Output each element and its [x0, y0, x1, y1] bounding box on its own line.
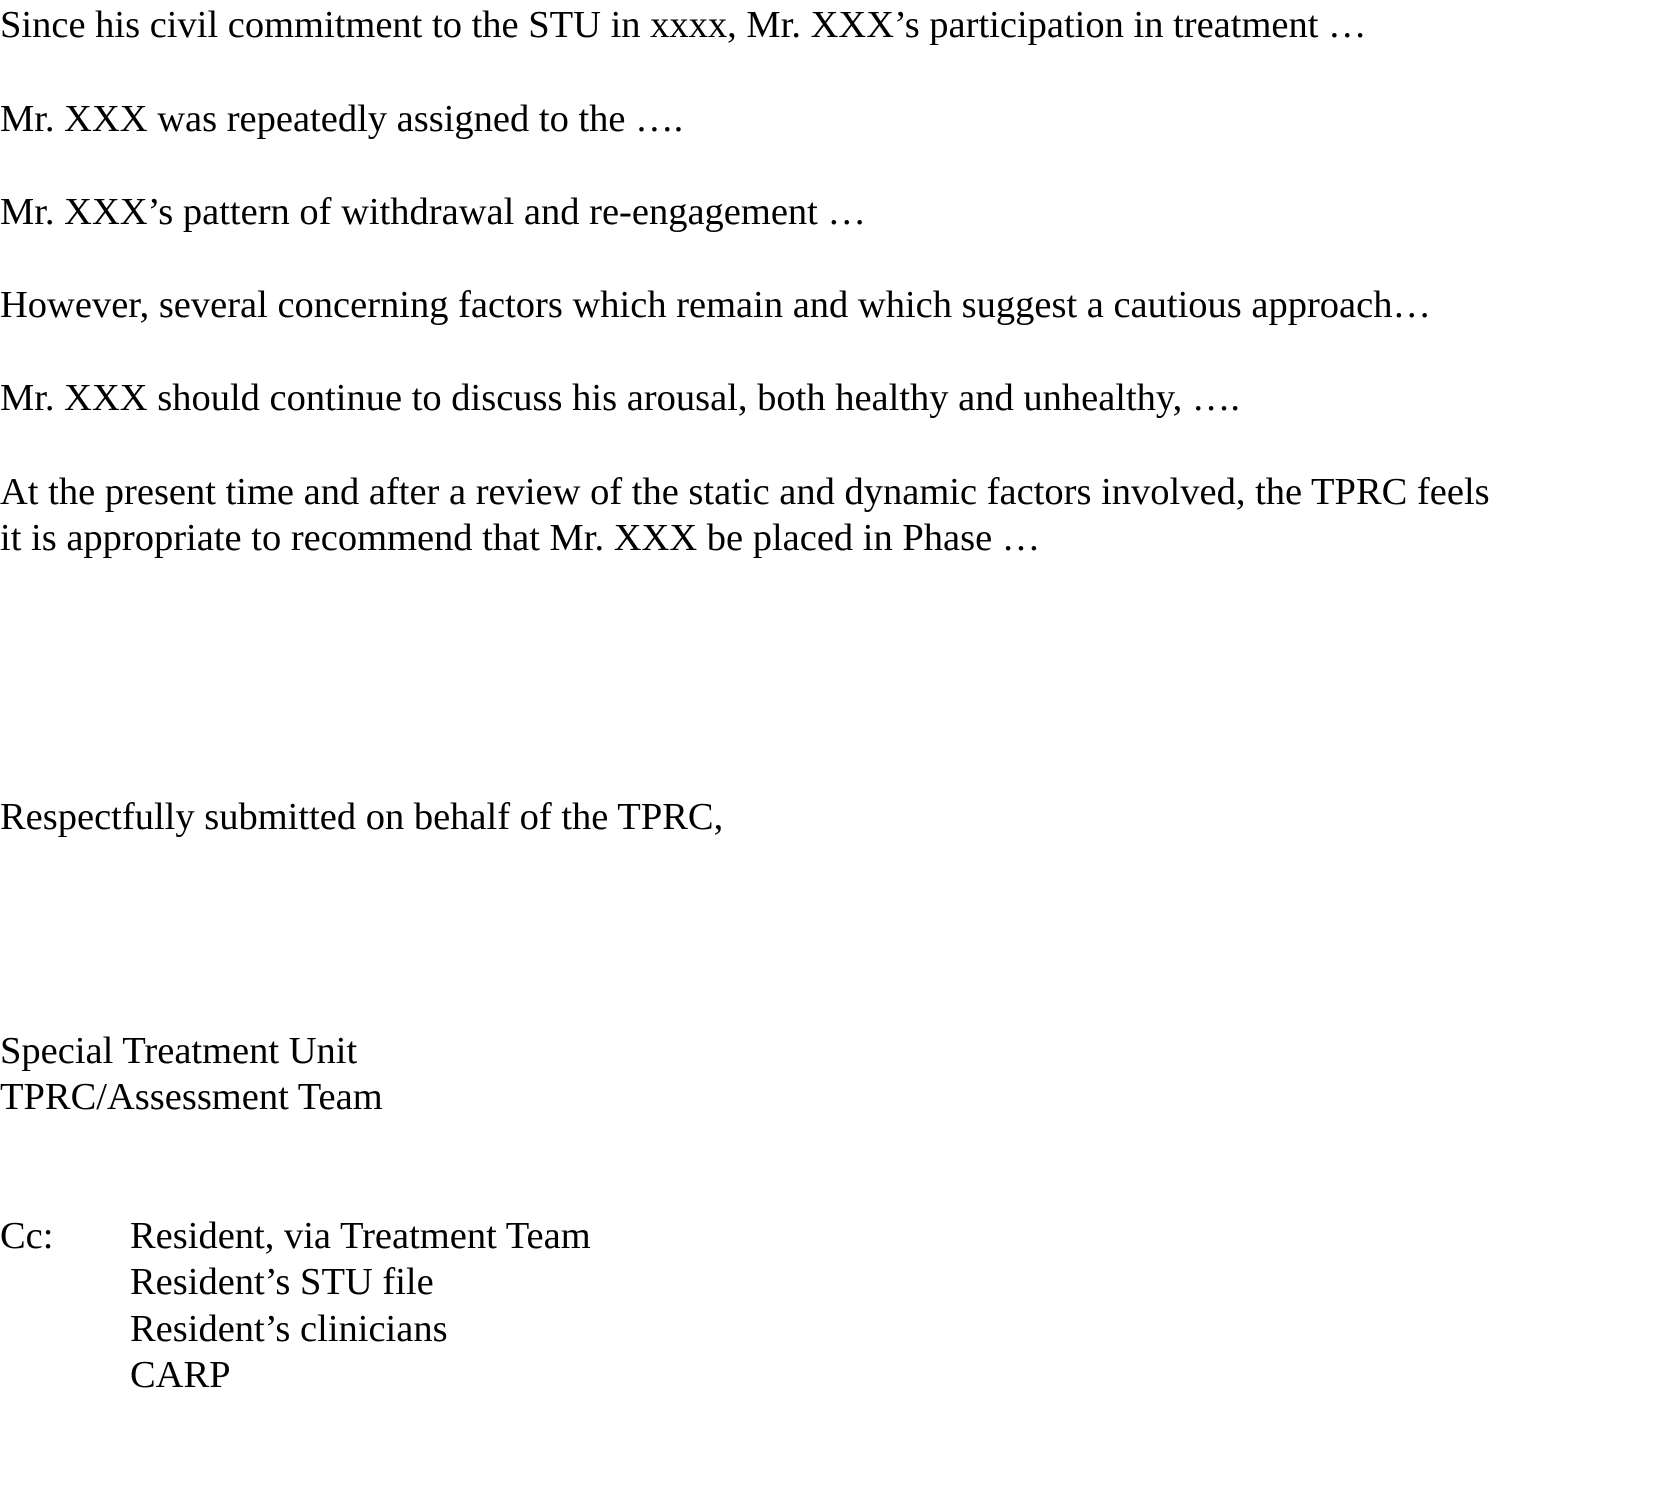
cc-recipient: Resident, via Treatment Team [130, 1215, 591, 1257]
paragraph-arousal-discussion: Mr. XXX should continue to discuss his arousal, both healthy and unhealthy, …. [0, 377, 1241, 419]
cc-label: Cc: [0, 1215, 54, 1257]
signature-team: TPRC/Assessment Team [0, 1076, 383, 1118]
cc-recipient: CARP [130, 1354, 231, 1396]
paragraph-treatment-participation: Since his civil commitment to the STU in xxxx, Mr. XXX’s participation in treatment … [0, 4, 1367, 46]
closing-line: Respectfully submitted on behalf of the TPRC, [0, 796, 724, 838]
paragraph-recommendation-line2: it is appropriate to recommend that Mr. XXX be placed in Phase … [0, 517, 1041, 559]
paragraph-withdrawal-pattern: Mr. XXX’s pattern of withdrawal and re-engagement … [0, 191, 866, 233]
paragraph-assignment: Mr. XXX was repeatedly assigned to the …. [0, 98, 684, 140]
cc-recipient: Resident’s clinicians [130, 1308, 448, 1350]
paragraph-recommendation-line1: At the present time and after a review of the static and dynamic factors involved, the TPRC feels [0, 471, 1490, 513]
paragraph-concerning-factors: However, several concerning factors which remain and which suggest a cautious approach… [0, 284, 1431, 326]
cc-recipient: Resident’s STU file [130, 1261, 434, 1303]
signature-unit: Special Treatment Unit [0, 1030, 358, 1072]
